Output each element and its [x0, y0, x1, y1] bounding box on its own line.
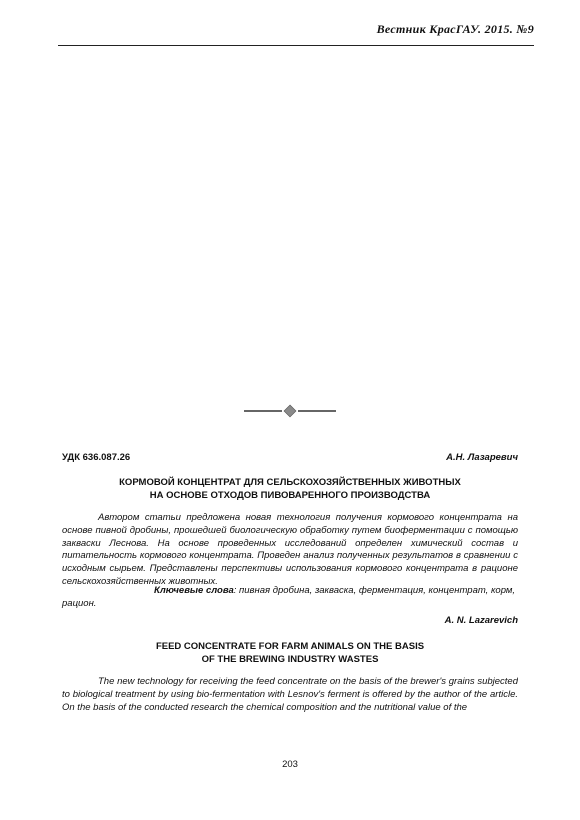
title-ru-line-2: НА ОСНОВЕ ОТХОДОВ ПИВОВАРЕННОГО ПРОИЗВОДСТВА — [149, 490, 431, 501]
article-title-en — [62, 640, 518, 666]
journal-header: Вестник КрасГАУ. 2015. №9 — [376, 22, 534, 36]
diamond-icon — [284, 405, 296, 417]
title-ru-line-1: КОРМОВОЙ КОНЦЕНТРАТ ДЛЯ СЕЛЬСКОХОЗЯЙСТВЕННЫХ ЖИВОТНЫХ — [119, 477, 461, 488]
keywords-label: Ключевые слова — [154, 585, 234, 596]
title-en-line-2: OF THE BREWING INDUSTRY WASTES — [201, 654, 379, 665]
abstract-en: The new technology for receiving the feed concentrate on the basis of the brewer's grains subjected to biological treatment by using bio-fermentation with Lesnov's ferment is offered by the author of the article. On the basis of the conducted research the chemical composition and the nutritional value of the — [62, 676, 518, 713]
author-name-en: A. N. Lazarevich — [444, 615, 518, 626]
author-name-ru: А.Н. Лазаревич — [446, 452, 518, 463]
header-rule — [58, 45, 534, 46]
section-ornament — [244, 404, 336, 418]
keywords-text: : пивная дробина, закваска, ферментация, концентрат, корм, рацион. — [62, 585, 516, 609]
article-title-ru — [62, 476, 518, 502]
abstract-ru: Автором статьи предложена новая технология получения кормового концентрата на основе пивной дробины, прошедшей биологическую обработку путем биоферментации с помощью закваски Леснова. На основе проведенных исследований определен химический состав и питательность кормового концентрата. Проведен анализ полученных результатов в сравнении с исходным сырьем. Представлены перспективы использования кормового концентрата в рационе сельскохозяйственных животных. — [62, 512, 518, 587]
keywords-ru — [62, 585, 518, 611]
page-number: 203 — [282, 759, 298, 770]
udk-code: УДК 636.087.26 — [62, 452, 131, 463]
title-en-line-1: FEED CONCENTRATE FOR FARM ANIMALS ON THE BASIS — [155, 641, 425, 652]
